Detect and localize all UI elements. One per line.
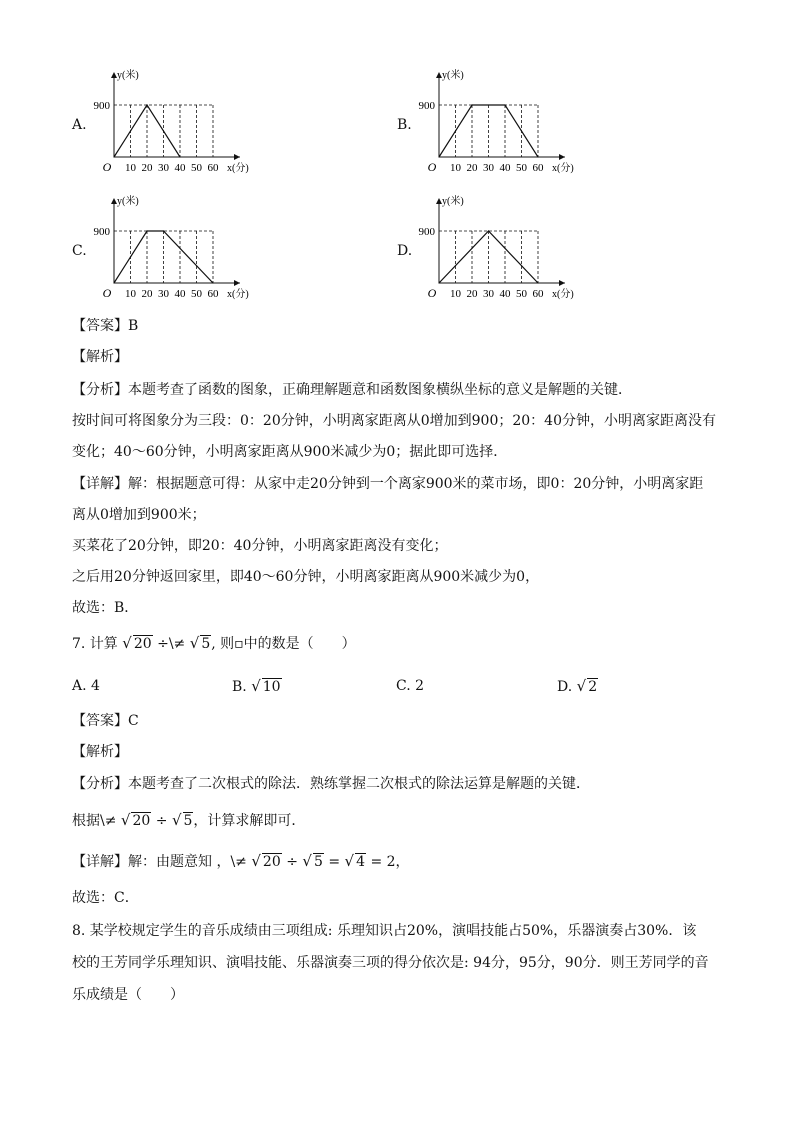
x-axis-arrow-icon bbox=[234, 280, 240, 286]
q7-stem bbox=[72, 633, 356, 654]
origin-label: O bbox=[102, 286, 112, 300]
sqrt-icon: √ bbox=[251, 852, 261, 870]
q7-answer bbox=[72, 711, 139, 731]
data-point bbox=[146, 104, 147, 105]
x-tick-label: 50 bbox=[191, 162, 202, 174]
radicand: 10 bbox=[262, 679, 281, 695]
x-tick-label: 50 bbox=[516, 162, 527, 174]
x-tick-label: 20 bbox=[141, 162, 153, 174]
graph-c bbox=[80, 192, 270, 304]
y-tick-label: 900 bbox=[418, 226, 435, 238]
q8-line3: 乐成绩是（ ） bbox=[72, 987, 184, 1003]
x-axis-label: x(分) bbox=[227, 163, 249, 174]
radicand: 5 bbox=[183, 813, 193, 829]
origin-label: O bbox=[427, 160, 437, 174]
sqrt-icon: √ bbox=[120, 811, 131, 829]
option-label-c: C. bbox=[72, 243, 87, 259]
data-point bbox=[438, 156, 439, 157]
analysis-tag: 【解析】 bbox=[72, 349, 128, 365]
q6-fenxi bbox=[72, 380, 632, 400]
q6-detail3: 买菜花了20分钟，即20：40分钟，小明离家距离没有变化； bbox=[72, 538, 448, 554]
x-axis-label: x(分) bbox=[227, 289, 249, 300]
basis-prefix: 根据\≠ bbox=[72, 813, 117, 829]
x-axis-arrow-icon bbox=[234, 154, 240, 160]
sqrt-icon: √ bbox=[302, 852, 312, 870]
option-label-d: D. bbox=[397, 243, 413, 259]
analysis-tag: 【解析】 bbox=[72, 744, 128, 760]
x-tick-label: 40 bbox=[174, 288, 186, 300]
x-tick-label: 60 bbox=[532, 162, 544, 174]
data-point bbox=[179, 156, 180, 157]
equals-sign: = bbox=[328, 854, 341, 870]
x-tick-label: 60 bbox=[207, 162, 219, 174]
radicand: 5 bbox=[313, 854, 323, 870]
radicand: 4 bbox=[356, 854, 365, 870]
q7-suffix: , 则▫中的数是（ ） bbox=[211, 636, 356, 652]
data-point bbox=[113, 156, 114, 157]
answer-tag: 【答案】 bbox=[72, 318, 128, 334]
y-axis-label: y(米) bbox=[442, 196, 464, 207]
q8-line1: 8. 某学校规定学生的音乐成绩由三项组成: 乐理知识占20%，演唱技能占50%，乐器演奏占30%．该 bbox=[72, 923, 697, 939]
x-tick-label: 10 bbox=[450, 162, 461, 174]
data-point bbox=[146, 230, 147, 231]
q7-detail bbox=[72, 851, 410, 872]
x-tick-label: 60 bbox=[207, 288, 219, 300]
x-tick-label: 20 bbox=[466, 162, 478, 174]
x-tick-label: 40 bbox=[499, 162, 511, 174]
sqrt-icon: √ bbox=[576, 677, 587, 695]
graph-d bbox=[405, 192, 595, 304]
q7-option-d bbox=[557, 676, 598, 697]
fenxi-text: 本题考查了二次根式的除法．熟练掌握二次根式的除法运算是解题的关键． bbox=[128, 776, 590, 792]
radicand: 20 bbox=[262, 854, 281, 870]
radicand: 5 bbox=[201, 636, 211, 652]
q7-choose: 故选：C． bbox=[72, 890, 139, 906]
origin-label: O bbox=[102, 160, 112, 174]
x-tick-label: 30 bbox=[483, 162, 494, 174]
data-point bbox=[113, 282, 114, 283]
divide-sign: ÷ bbox=[286, 854, 298, 870]
q6-line3: 变化；40～60分钟，小明离家距离从900米减少为0；据此即可选择． bbox=[72, 444, 508, 460]
data-point bbox=[504, 104, 505, 105]
x-axis-label: x(分) bbox=[552, 289, 574, 300]
q6-choose: 故选：B． bbox=[72, 600, 139, 616]
y-tick-label: 900 bbox=[418, 100, 435, 112]
answer-value: B bbox=[128, 318, 139, 334]
x-axis-label: x(分) bbox=[552, 163, 574, 174]
sqrt-icon: √ bbox=[344, 852, 355, 870]
q7-option-a: A. 4 bbox=[72, 678, 100, 694]
sqrt-icon: √ bbox=[189, 634, 200, 652]
q8-line2: 校的王芳同学乐理知识、演唱技能、乐器演奏三项的得分依次是: 94分，95分，90分．则王芳同学的音 bbox=[72, 955, 709, 971]
graph-b bbox=[405, 66, 595, 178]
q7-basis bbox=[72, 810, 305, 831]
y-tick-label: 900 bbox=[93, 226, 110, 238]
y-axis-label: y(米) bbox=[442, 70, 464, 81]
fenxi-text: 本题考查了函数的图象，正确理解题意和函数图象横纵坐标的意义是解题的关键． bbox=[128, 382, 632, 398]
x-tick-label: 50 bbox=[191, 288, 202, 300]
x-tick-label: 10 bbox=[125, 162, 136, 174]
x-axis-arrow-icon bbox=[559, 154, 565, 160]
y-axis-label: y(米) bbox=[117, 196, 139, 207]
q7-option-b bbox=[232, 676, 282, 697]
data-point bbox=[537, 282, 538, 283]
fenxi-tag: 【分析】 bbox=[72, 776, 128, 792]
detail-tag: 【详解】 bbox=[72, 854, 128, 870]
x-tick-label: 30 bbox=[483, 288, 494, 300]
q7-fenxi bbox=[72, 774, 590, 794]
data-point bbox=[488, 230, 489, 231]
x-tick-label: 40 bbox=[174, 162, 186, 174]
data-point bbox=[438, 282, 439, 283]
x-tick-label: 20 bbox=[141, 288, 153, 300]
data-point bbox=[212, 282, 213, 283]
detail-prefix: 解：由题意知 ，\≠ bbox=[128, 854, 247, 870]
q6-detail2: 离从0增加到900米； bbox=[72, 507, 206, 523]
divide-sign: ÷ bbox=[155, 813, 168, 829]
x-tick-label: 60 bbox=[532, 288, 544, 300]
y-tick-label: 900 bbox=[93, 100, 110, 112]
radicand: 20 bbox=[133, 636, 152, 652]
x-tick-label: 50 bbox=[516, 288, 527, 300]
origin-label: O bbox=[427, 286, 437, 300]
x-tick-label: 20 bbox=[466, 288, 478, 300]
fenxi-tag: 【分析】 bbox=[72, 382, 128, 398]
q6-answer bbox=[72, 316, 138, 336]
data-point bbox=[537, 156, 538, 157]
radicand: 2 bbox=[588, 679, 598, 695]
sqrt-icon: √ bbox=[171, 811, 182, 829]
y-axis-label: y(米) bbox=[117, 70, 139, 81]
q6-detail4: 之后用20分钟返回家里，即40～60分钟，小明离家距离从900米减少为0， bbox=[72, 569, 540, 585]
detail-tail: = 2， bbox=[370, 854, 410, 870]
data-point bbox=[163, 230, 164, 231]
basis-suffix: ，计算求解即可． bbox=[193, 813, 306, 829]
x-tick-label: 30 bbox=[158, 288, 169, 300]
q6-line2: 按时间可将图象分为三段：0：20分钟，小明离家距离从0增加到900；20：40分钟，小明离家距离没有 bbox=[72, 413, 716, 429]
option-label: B. bbox=[232, 679, 247, 695]
option-label-a: A. bbox=[72, 117, 87, 133]
radicand: 20 bbox=[132, 813, 151, 829]
option-label-b: B. bbox=[397, 117, 412, 133]
q7-prefix: 7. 计算 bbox=[72, 636, 118, 652]
detail-tag: 【详解】 bbox=[72, 476, 128, 492]
sqrt-icon: √ bbox=[122, 634, 132, 652]
q7-option-c: C. 2 bbox=[396, 678, 425, 694]
x-tick-label: 30 bbox=[158, 162, 169, 174]
data-point bbox=[471, 104, 472, 105]
x-tick-label: 10 bbox=[450, 288, 461, 300]
x-axis-arrow-icon bbox=[559, 280, 565, 286]
x-tick-label: 40 bbox=[499, 288, 511, 300]
answer-tag: 【答案】 bbox=[72, 713, 128, 729]
q6-detail bbox=[72, 474, 703, 494]
q7-mid: ÷\≠ bbox=[157, 636, 186, 652]
x-tick-label: 10 bbox=[125, 288, 136, 300]
option-label: D. bbox=[557, 679, 573, 695]
detail-text: 解：根据题意可得：从家中走20分钟到一个离家900米的菜市场，即0：20分钟，小明离家距 bbox=[128, 476, 704, 492]
sqrt-icon: √ bbox=[251, 677, 261, 695]
answer-value: C bbox=[128, 713, 139, 729]
graph-a bbox=[80, 66, 270, 178]
